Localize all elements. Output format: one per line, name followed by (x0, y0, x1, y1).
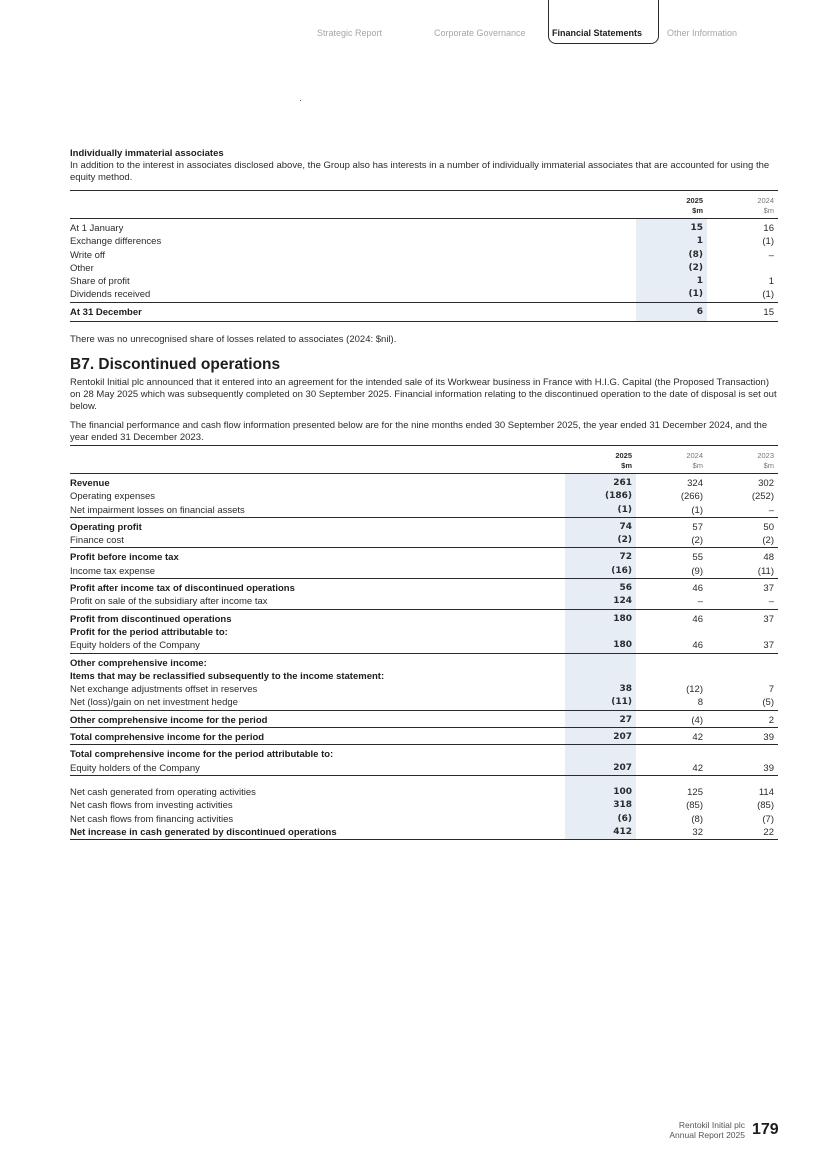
tab-other-information[interactable]: Other Information (667, 28, 738, 38)
value-2025 (565, 745, 636, 762)
table-row (70, 745, 778, 762)
value-2025: 6 (636, 302, 707, 321)
table-row (70, 639, 778, 653)
value-2025: 207 (565, 762, 636, 776)
value-2023: (7) (762, 813, 774, 825)
total-row (70, 302, 778, 321)
row-label: Profit before income tax (70, 548, 565, 565)
value-2025: 27 (565, 710, 636, 727)
value-2023: 2 (707, 710, 778, 727)
table-row (70, 490, 778, 503)
value-2024: 15 (707, 302, 778, 321)
col-header-2024: 2024 $m (686, 451, 703, 470)
value-2025: (6) (565, 813, 636, 826)
value-2025: 180 (565, 639, 636, 653)
row-label: Net impairment losses on financial assets (70, 504, 245, 516)
value-2024: 42 (636, 728, 707, 745)
footer (669, 1120, 745, 1140)
associates-intro: In addition to the interest in associates disclosed above, the Group also has interests in a number of individually immaterial associates that are accounted for using the equity method. (70, 160, 770, 183)
value-2024: (85) (686, 800, 703, 812)
table-row (70, 548, 778, 565)
value-2025: 56 (565, 579, 636, 596)
row-label: Finance cost (70, 535, 124, 547)
value-2023: 114 (707, 775, 778, 799)
row-label: Total comprehensive income for the period attributable to: (70, 745, 565, 762)
associates-note: There was no unrecognised share of losses related to associates (2024: $nil). (70, 334, 397, 346)
value-2023: (85) (757, 800, 774, 812)
row-label: Other (70, 262, 94, 274)
table-row (70, 775, 778, 799)
table-row (70, 799, 778, 812)
value-2023: (2) (762, 535, 774, 547)
row-label: Profit on sale of the subsidiary after income tax (70, 596, 268, 608)
row-label: Equity holders of the Company (70, 762, 200, 774)
value-2025: (8) (636, 249, 707, 262)
tab-financial-statements[interactable]: Financial Statements (548, 0, 659, 44)
value-2024: 55 (636, 548, 707, 565)
value-2024 (636, 626, 707, 639)
value-2024: (1) (762, 289, 774, 301)
value-2025: 74 (565, 517, 636, 534)
value-2023: 50 (707, 517, 778, 534)
row-label: Operating expenses (70, 491, 156, 503)
row-label: Income tax expense (70, 565, 156, 577)
table-row (70, 670, 778, 683)
row-label: Profit from discontinued operations (70, 609, 565, 626)
row-label: Net increase in cash generated by discontinued operations (70, 826, 337, 838)
table-row (70, 653, 778, 670)
table-row (70, 534, 778, 548)
value-2025: 412 (565, 826, 636, 840)
table-row (70, 813, 778, 826)
row-label: Write off (70, 249, 106, 261)
value-2024: – (697, 596, 703, 608)
table-row (70, 728, 778, 745)
table-row (70, 219, 778, 236)
value-2025: 180 (565, 609, 636, 626)
table-row (70, 249, 778, 262)
value-2025 (565, 670, 636, 683)
value-2024: (8) (691, 813, 703, 825)
value-2024: 42 (692, 762, 703, 774)
value-2024: 46 (692, 640, 703, 652)
value-2024: 46 (636, 579, 707, 596)
row-label: Net cash generated from operating activities (70, 775, 565, 799)
value-2025: 124 (565, 595, 636, 609)
row-label: At 1 January (70, 223, 124, 234)
table-row (70, 262, 778, 275)
page-number: 179 (752, 1121, 779, 1138)
value-2025: (1) (565, 504, 636, 518)
value-2023: – (768, 504, 774, 516)
value-2025: 261 (565, 474, 636, 491)
table-row (70, 762, 778, 776)
row-label: Other comprehensive income: (70, 653, 565, 670)
table-row (70, 826, 778, 840)
table-row (70, 683, 778, 696)
col-header-2023: 2023 $m (757, 451, 774, 470)
value-2025: (16) (565, 565, 636, 579)
discontinued-heading: B7. Discontinued operations (70, 356, 281, 373)
value-2024 (636, 745, 707, 762)
value-2023: (11) (757, 565, 774, 577)
value-2025: 207 (565, 728, 636, 745)
value-2024 (636, 653, 707, 670)
value-2024: 16 (763, 223, 774, 234)
associates-table (70, 190, 778, 322)
value-2025: 318 (565, 799, 636, 812)
associates-heading: Individually immaterial associates (70, 148, 224, 159)
value-2025: 1 (636, 275, 707, 288)
row-label: Other comprehensive income for the period (70, 710, 565, 727)
row-label: Dividends received (70, 289, 151, 301)
value-2023: 37 (763, 640, 774, 652)
table-row (70, 474, 778, 491)
table-row (70, 595, 778, 609)
row-label: Operating profit (70, 517, 565, 534)
stray-dot (300, 100, 301, 101)
associates-header-row (70, 191, 778, 219)
value-2024 (636, 670, 707, 683)
value-2023: – (768, 596, 774, 608)
associates-section (70, 148, 778, 346)
footer-report: Annual Report 2025 (669, 1130, 745, 1140)
discontinued-para-1: Rentokil Initial plc announced that it entered into an agreement for the intended sale of its Workwear business in France with H.I.G. Capital (the Proposed Transaction) on 28 May 2025 which was subsequently completed on 30 September 2025. Financial information relating to the discontinued operation to the date of disposal is set out below. (70, 377, 777, 412)
row-label: Exchange differences (70, 236, 162, 248)
table-row (70, 517, 778, 534)
value-2024: 57 (636, 517, 707, 534)
row-label: Share of profit (70, 276, 130, 288)
discontinued-table (70, 445, 778, 840)
value-2024: (1) (762, 236, 774, 248)
table-row (70, 288, 778, 302)
table-row (70, 710, 778, 727)
value-2023 (707, 670, 778, 683)
table-row (70, 504, 778, 518)
row-label: Revenue (70, 478, 110, 489)
table-row (70, 626, 778, 639)
value-2025: 1 (636, 235, 707, 248)
value-2024: (9) (691, 565, 703, 577)
value-2024: 324 (687, 478, 703, 489)
value-2023: (252) (751, 491, 774, 503)
value-2024: (1) (691, 504, 703, 516)
row-label: Total comprehensive income for the period (70, 728, 565, 745)
value-2024: (12) (686, 684, 703, 696)
value-2023 (707, 626, 778, 639)
discontinued-section (70, 356, 778, 840)
value-2024: 8 (697, 697, 703, 709)
value-2024: 32 (692, 826, 703, 838)
tab-corporate-governance[interactable]: Corporate Governance (434, 28, 526, 38)
row-label: Equity holders of the Company (70, 640, 200, 652)
value-2024: 125 (636, 775, 707, 799)
table-row (70, 609, 778, 626)
row-label: Profit for the period attributable to: (70, 626, 228, 638)
value-2024: (2) (691, 535, 703, 547)
value-2025: 15 (636, 219, 707, 236)
value-2025 (565, 653, 636, 670)
table-row (70, 235, 778, 248)
value-2024: (266) (680, 491, 703, 503)
table-row (70, 565, 778, 579)
table-row (70, 275, 778, 288)
value-2023 (707, 745, 778, 762)
value-2024: (4) (636, 710, 707, 727)
value-2024: – (768, 249, 774, 261)
row-label: Profit after income tax of discontinued operations (70, 579, 565, 596)
value-2023 (707, 653, 778, 670)
value-2025: 72 (565, 548, 636, 565)
value-2025: (2) (636, 262, 707, 275)
value-2025: 38 (565, 683, 636, 696)
value-2023: 48 (707, 548, 778, 565)
row-label: Net cash flows from investing activities (70, 800, 233, 812)
value-2025: 100 (565, 775, 636, 799)
table-row (70, 579, 778, 596)
table-row (70, 696, 778, 710)
row-label: Net exchange adjustments offset in reserves (70, 684, 258, 696)
tab-strategic-report[interactable]: Strategic Report (317, 28, 383, 38)
discontinued-header-row (70, 446, 778, 474)
value-2023: 39 (707, 728, 778, 745)
row-label: At 31 December (70, 302, 636, 321)
top-navigation (0, 0, 825, 46)
value-2024 (707, 262, 778, 275)
row-label: Net cash flows from financing activities (70, 813, 234, 825)
col-header-2024: 2024 $m (757, 196, 774, 215)
footer-company: Rentokil Initial plc (678, 1120, 745, 1130)
value-2025: (1) (636, 288, 707, 302)
value-2023: 22 (763, 826, 774, 838)
value-2024: 1 (768, 276, 774, 288)
value-2025: (2) (565, 534, 636, 548)
value-2023: 37 (707, 579, 778, 596)
value-2025 (565, 626, 636, 639)
value-2025: (186) (565, 490, 636, 503)
value-2023: 37 (707, 609, 778, 626)
value-2024: 46 (636, 609, 707, 626)
value-2023: 302 (758, 478, 774, 489)
row-label: Items that may be reclassified subsequently to the income statement: (70, 670, 385, 682)
col-header-2025: 2025 $m (686, 196, 703, 215)
value-2023: 7 (768, 684, 774, 696)
discontinued-para-2: The financial performance and cash flow information presented below are for the nine months ended 30 September 2025, the year ended 31 December 2024, and the year ended 31 December 2023. (70, 420, 768, 443)
row-label: Net (loss)/gain on net investment hedge (70, 697, 238, 709)
col-header-2025: 2025 $m (615, 451, 632, 470)
value-2023: (5) (762, 697, 774, 709)
value-2025: (11) (565, 696, 636, 710)
value-2023: 39 (763, 762, 774, 774)
